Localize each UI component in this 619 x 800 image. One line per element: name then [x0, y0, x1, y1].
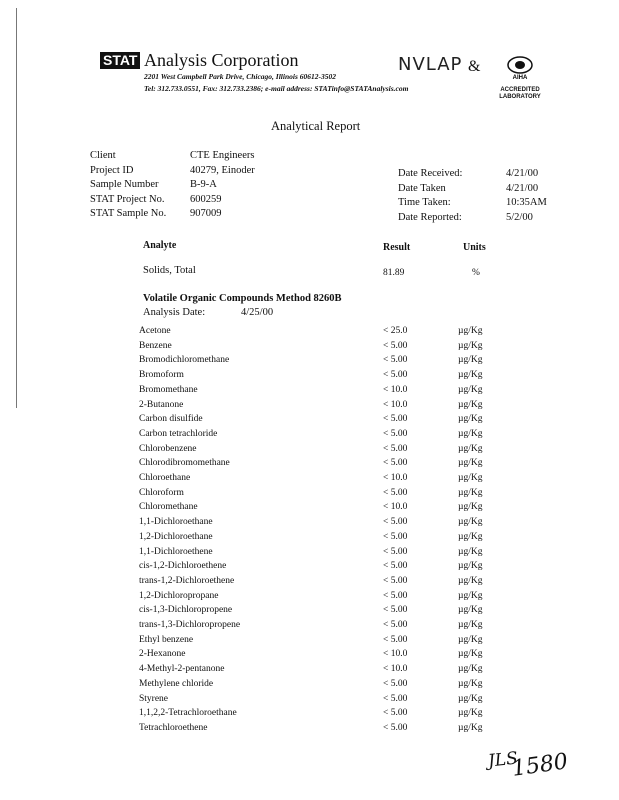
row-units: µg/Kg — [458, 605, 483, 616]
accreditation-badge — [489, 87, 551, 101]
row-units: µg/Kg — [458, 546, 483, 557]
row-units: µg/Kg — [458, 384, 483, 395]
row-analyte: Styrene — [139, 693, 169, 704]
row-analyte: trans-1,2-Dichloroethene — [139, 575, 235, 586]
row-units: µg/Kg — [458, 370, 483, 381]
date-taken-label: Date Taken — [398, 183, 446, 194]
row-units: µg/Kg — [458, 326, 483, 336]
analyte-column-header: Analyte — [143, 240, 177, 251]
row-result: < 5.00 — [383, 634, 408, 645]
row-analyte: Carbon disulfide — [139, 414, 203, 425]
row-result: < 5.00 — [383, 531, 408, 542]
aiha-logo-text: AIHA — [512, 75, 528, 81]
nvlap-logo: NVLAP — [398, 54, 463, 75]
row-result: < 5.00 — [383, 487, 408, 498]
result-column-header: Result — [383, 242, 411, 253]
analysis-date-value: 4/25/00 — [241, 307, 274, 318]
row-units: µg/Kg — [458, 428, 483, 439]
date-received-value: 4/21/00 — [506, 168, 539, 179]
row-analyte: Bromodichloromethane — [139, 355, 230, 366]
row-analyte: Carbon tetrachloride — [139, 428, 218, 439]
report-title: Analytical Report — [271, 119, 361, 133]
row-result: < 10.0 — [383, 473, 408, 483]
stat-logo: STAT — [100, 52, 140, 69]
row-analyte: trans-1,3-Dichloropropene — [139, 620, 241, 630]
date-taken-value: 4/21/00 — [506, 183, 539, 194]
company-address: 2201 West Campbell Park Drive, Chicago, Illinois 60612-3502 — [144, 72, 337, 81]
row-result: < 5.00 — [383, 414, 408, 425]
row-result: < 5.00 — [383, 340, 408, 351]
row-result: < 5.00 — [383, 355, 408, 366]
stat-project-label: STAT Project No. — [90, 194, 165, 205]
row-result: < 25.0 — [383, 326, 408, 336]
sample-number-value: B-9-A — [190, 179, 217, 190]
row-units: µg/Kg — [458, 561, 483, 572]
solids-units: % — [472, 268, 480, 278]
row-result: < 5.00 — [383, 620, 408, 630]
row-result: < 5.00 — [383, 590, 408, 601]
row-units: µg/Kg — [458, 634, 483, 645]
row-analyte: Chloroform — [139, 487, 184, 498]
company-contact: Tel: 312.733.0551, Fax: 312.733.2386; e-mail address: STATinfo@STATAnalysis.com — [144, 84, 409, 93]
row-result: < 5.00 — [383, 605, 408, 616]
row-result: < 5.00 — [383, 693, 408, 704]
stat-project-value: 600259 — [190, 194, 222, 205]
row-result: < 10.0 — [383, 384, 408, 395]
row-analyte: 1,2-Dichloroethane — [139, 531, 213, 542]
row-units: µg/Kg — [458, 517, 483, 528]
row-units: µg/Kg — [458, 590, 483, 601]
row-units: µg/Kg — [458, 399, 483, 410]
row-analyte: 1,1-Dichloroethene — [139, 546, 213, 557]
row-units: µg/Kg — [458, 620, 483, 630]
analysis-date-label: Analysis Date: — [143, 307, 206, 318]
stat-sample-label: STAT Sample No. — [90, 208, 167, 219]
row-result: < 5.00 — [383, 575, 408, 586]
row-units: µg/Kg — [458, 502, 483, 513]
row-result: < 5.00 — [383, 708, 408, 719]
scan-edge-line — [16, 8, 17, 408]
sample-number-label: Sample Number — [90, 179, 159, 190]
row-result: < 5.00 — [383, 678, 408, 689]
row-units: µg/Kg — [458, 443, 483, 454]
row-result: < 10.0 — [383, 664, 408, 675]
solids-result: 81.89 — [383, 268, 405, 278]
row-analyte: 4-Methyl-2-pentanone — [139, 664, 225, 675]
accreditation-line-2: LABORATORY — [499, 94, 541, 100]
row-analyte: Chloromethane — [139, 502, 198, 513]
solids-analyte: Solids, Total — [143, 265, 196, 276]
row-units: µg/Kg — [458, 693, 483, 704]
row-result: < 5.00 — [383, 443, 408, 454]
row-units: µg/Kg — [458, 355, 483, 366]
handwritten-page-number: 1580 — [510, 749, 570, 782]
row-units: µg/Kg — [458, 473, 483, 483]
row-units: µg/Kg — [458, 340, 483, 351]
client-value: CTE Engineers — [190, 150, 255, 161]
row-units: µg/Kg — [458, 649, 483, 660]
row-units: µg/Kg — [458, 708, 483, 719]
row-analyte: Chlorobenzene — [139, 443, 197, 454]
row-analyte: cis-1,2-Dichloroethene — [139, 561, 227, 572]
row-analyte: 1,1,2,2-Tetrachloroethane — [139, 708, 237, 719]
row-result: < 10.0 — [383, 649, 408, 660]
stat-sample-value: 907009 — [190, 208, 222, 219]
row-analyte: Bromoform — [139, 370, 184, 381]
row-units: µg/Kg — [458, 678, 483, 689]
row-result: < 5.00 — [383, 458, 408, 469]
row-result: < 5.00 — [383, 428, 408, 439]
row-result: < 5.00 — [383, 561, 408, 572]
row-analyte: Methylene chloride — [139, 678, 214, 689]
row-analyte: Bromomethane — [139, 384, 198, 395]
row-analyte: Chloroethane — [139, 473, 191, 483]
time-taken-label: Time Taken: — [398, 197, 451, 208]
row-units: µg/Kg — [458, 664, 483, 675]
row-result: < 5.00 — [383, 517, 408, 528]
row-result: < 10.0 — [383, 399, 408, 410]
project-id-value: 40279, Einoder — [190, 165, 255, 176]
client-label: Client — [90, 150, 116, 161]
handwritten-initials: JLS — [487, 748, 519, 772]
units-column-header: Units — [463, 242, 486, 253]
date-reported-label: Date Reported: — [398, 212, 462, 223]
row-analyte: Acetone — [139, 326, 171, 336]
row-analyte: Benzene — [139, 340, 172, 351]
ampersand: & — [468, 58, 481, 75]
row-units: µg/Kg — [458, 531, 483, 542]
row-analyte: cis-1,3-Dichloropropene — [139, 605, 233, 616]
row-units: µg/Kg — [458, 575, 483, 586]
row-result: < 5.00 — [383, 722, 408, 733]
row-result: < 10.0 — [383, 502, 408, 513]
row-result: < 5.00 — [383, 370, 408, 381]
accreditation-line-1: ACCREDITED — [500, 87, 540, 93]
row-analyte: Chlorodibromomethane — [139, 458, 230, 469]
row-analyte: 1,2-Dichloropropane — [139, 590, 219, 601]
row-analyte: Ethyl benzene — [139, 634, 194, 645]
row-analyte: Tetrachloroethene — [139, 722, 208, 733]
date-received-label: Date Received: — [398, 168, 463, 179]
project-id-label: Project ID — [90, 165, 134, 176]
date-reported-value: 5/2/00 — [506, 212, 533, 223]
row-analyte: 2-Butanone — [139, 399, 184, 410]
time-taken-value: 10:35AM — [506, 197, 547, 208]
row-units: µg/Kg — [458, 722, 483, 733]
row-units: µg/Kg — [458, 458, 483, 469]
row-analyte: 1,1-Dichloroethane — [139, 517, 213, 528]
row-units: µg/Kg — [458, 414, 483, 425]
row-analyte: 2-Hexanone — [139, 649, 186, 660]
company-name: Analysis Corporation — [144, 50, 299, 70]
row-units: µg/Kg — [458, 487, 483, 498]
voc-section-title: Volatile Organic Compounds Method 8260B — [143, 293, 342, 304]
row-result: < 5.00 — [383, 546, 408, 557]
